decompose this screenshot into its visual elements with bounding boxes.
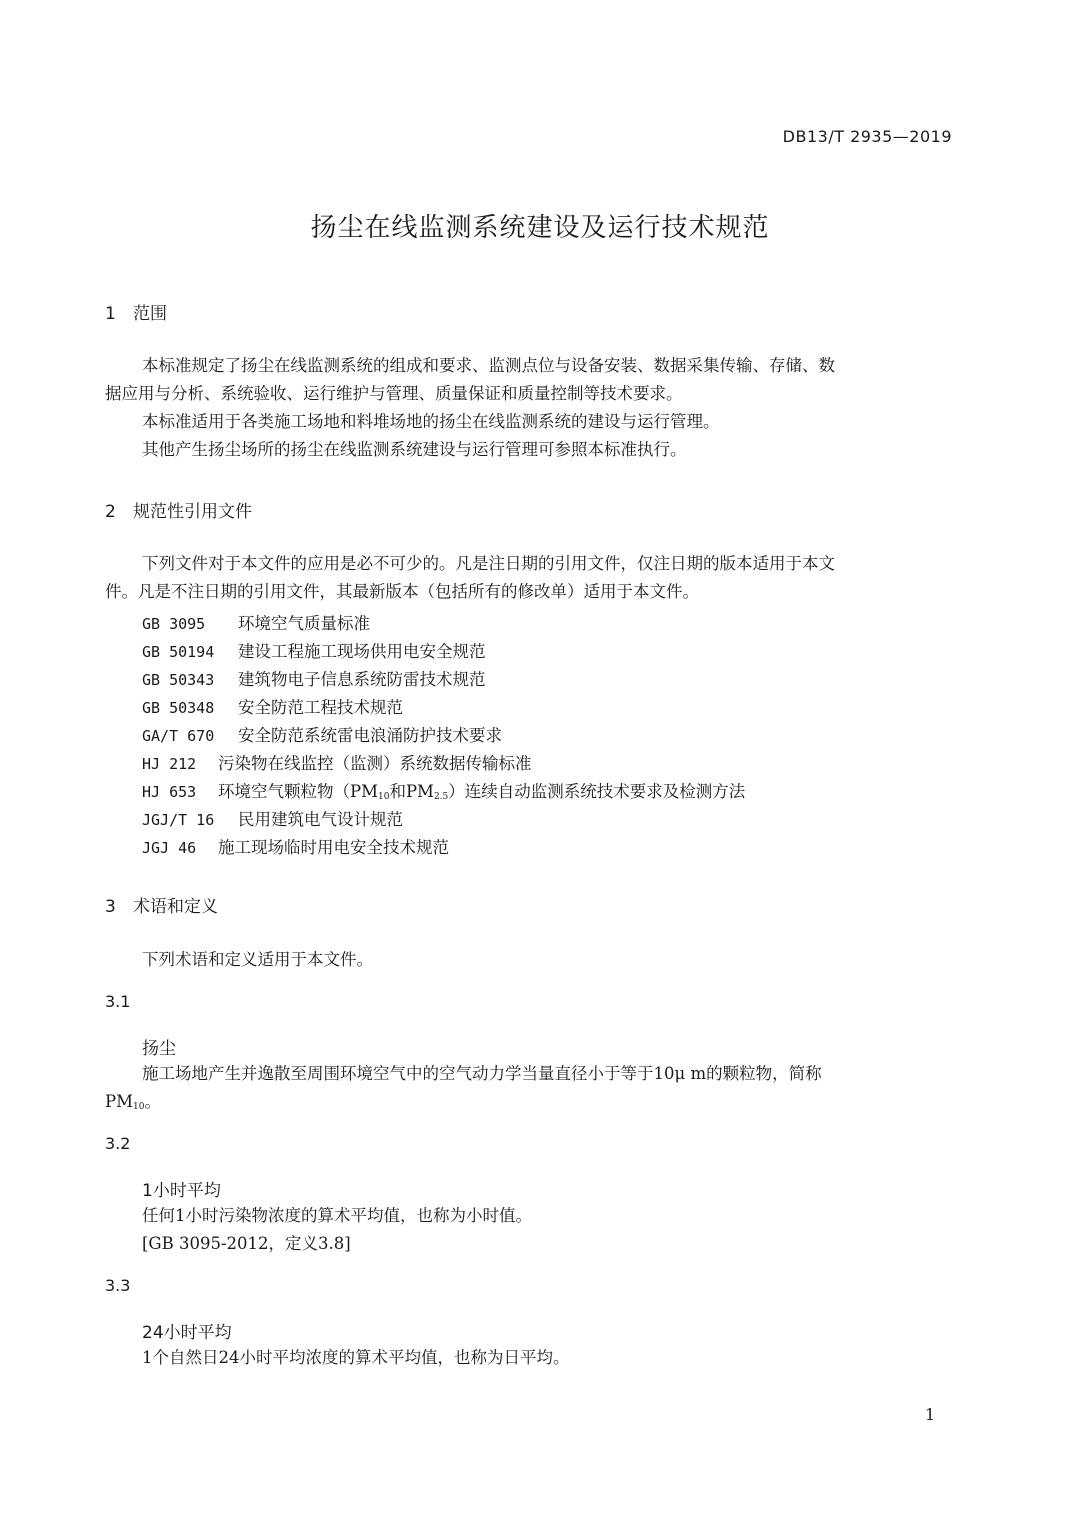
term-name: 24小时平均: [142, 1323, 232, 1343]
reference-title: 施工现场临时用电安全技术规范: [218, 838, 449, 857]
reference-title: 建设工程施工现场供用电安全规范: [238, 642, 486, 661]
reference-item: [142, 806, 403, 830]
reference-title: 环境空气质量标准: [238, 614, 370, 633]
reference-code: GB 50343: [142, 671, 215, 689]
reference-title: 安全防范工程技术规范: [238, 698, 403, 717]
section-number: 3: [105, 897, 116, 917]
reference-code: GA/T 670: [142, 727, 215, 745]
section-1-paragraph-1-line-1: 本标准规定了扬尘在线监测系统的组成和要求、监测点位与设备安装、数据采集传输、存储、数: [142, 356, 835, 375]
reference-item: [142, 722, 502, 746]
section-3-heading: [105, 892, 218, 917]
section-2-paragraph-1-line-1: 下列文件对于本文件的应用是必不可少的。凡是注日期的引用文件，仅注日期的版本适用于本文: [142, 554, 835, 573]
section-number: 2: [105, 502, 116, 522]
reference-title: 建筑物电子信息系统防雷技术规范: [238, 670, 486, 689]
document-title: 扬尘在线监测系统建设及运行技术规范: [310, 213, 770, 243]
reference-item: [142, 638, 486, 662]
section-1-heading: [105, 299, 167, 324]
section-title: 术语和定义: [133, 897, 218, 917]
section-3-intro: 下列术语和定义适用于本文件。: [142, 950, 373, 969]
term-definition-line-1: 施工场地产生并逸散至周围环境空气中的空气动力学当量直径小于等于10μ m的颗粒物，简称: [142, 1064, 822, 1083]
term-definition: 任何1小时污染物浓度的算术平均值，也称为小时值。: [142, 1206, 532, 1225]
section-title: 范围: [133, 304, 167, 324]
reference-item: [142, 778, 745, 802]
section-1-paragraph-1-line-2: 据应用与分析、系统验收、运行维护与管理、质量保证和质量控制等技术要求。: [105, 384, 683, 403]
term-number: 3.2: [105, 1134, 131, 1153]
reference-code: HJ 653: [142, 783, 197, 801]
term-number: 3.3: [105, 1276, 131, 1295]
term-name: 1小时平均: [142, 1181, 221, 1201]
term-source: [GB 3095-2012，定义3.8]: [142, 1234, 351, 1253]
reference-item: [142, 694, 403, 718]
reference-item: [142, 610, 370, 634]
term-definition: 1个自然日24小时平均浓度的算术平均值，也称为日平均。: [142, 1348, 570, 1367]
reference-title-part: ）连续自动监测系统技术要求及检测方法: [448, 782, 746, 801]
section-1-paragraph-2: 本标准适用于各类施工场地和料堆场地的扬尘在线监测系统的建设与运行管理。: [142, 412, 720, 431]
reference-item: [142, 750, 532, 774]
reference-title: 安全防范系统雷电浪涌防护技术要求: [238, 726, 502, 745]
reference-code: JGJ/T 16: [142, 811, 215, 829]
reference-title-part: 和PM: [389, 782, 434, 801]
reference-title-part: 环境空气颗粒物（PM: [218, 782, 378, 801]
reference-code: GB 3095: [142, 615, 206, 633]
punctuation: 。: [144, 1092, 161, 1111]
subscript: 10: [133, 1102, 145, 1112]
reference-code: GB 50348: [142, 699, 215, 717]
section-title: 规范性引用文件: [133, 502, 252, 522]
section-number: 1: [105, 304, 116, 324]
reference-item: [142, 834, 449, 858]
term-name: 扬尘: [142, 1039, 176, 1059]
subscript: 10: [378, 792, 390, 802]
subscript: 2.5: [433, 792, 449, 802]
reference-code: JGJ 46: [142, 839, 197, 857]
reference-item: [142, 666, 486, 690]
section-1-paragraph-3: 其他产生扬尘场所的扬尘在线监测系统建设与运行管理可参照本标准执行。: [142, 440, 687, 459]
document-code: DB13/T 2935—2019: [782, 127, 952, 146]
term-definition-line-2: [105, 1088, 161, 1121]
term-abbreviation: PM: [105, 1092, 133, 1111]
reference-title: 民用建筑电气设计规范: [238, 810, 403, 829]
reference-title: 污染物在线监控（监测）系统数据传输标准: [218, 754, 532, 773]
term-number: 3.1: [105, 992, 131, 1011]
section-2-paragraph-1-line-2: 件。凡是不注日期的引用文件，其最新版本（包括所有的修改单）适用于本文件。: [105, 582, 699, 601]
reference-code: GB 50194: [142, 643, 215, 661]
section-2-heading: [105, 497, 252, 522]
page-number: 1: [925, 1405, 936, 1424]
reference-code: HJ 212: [142, 755, 197, 773]
